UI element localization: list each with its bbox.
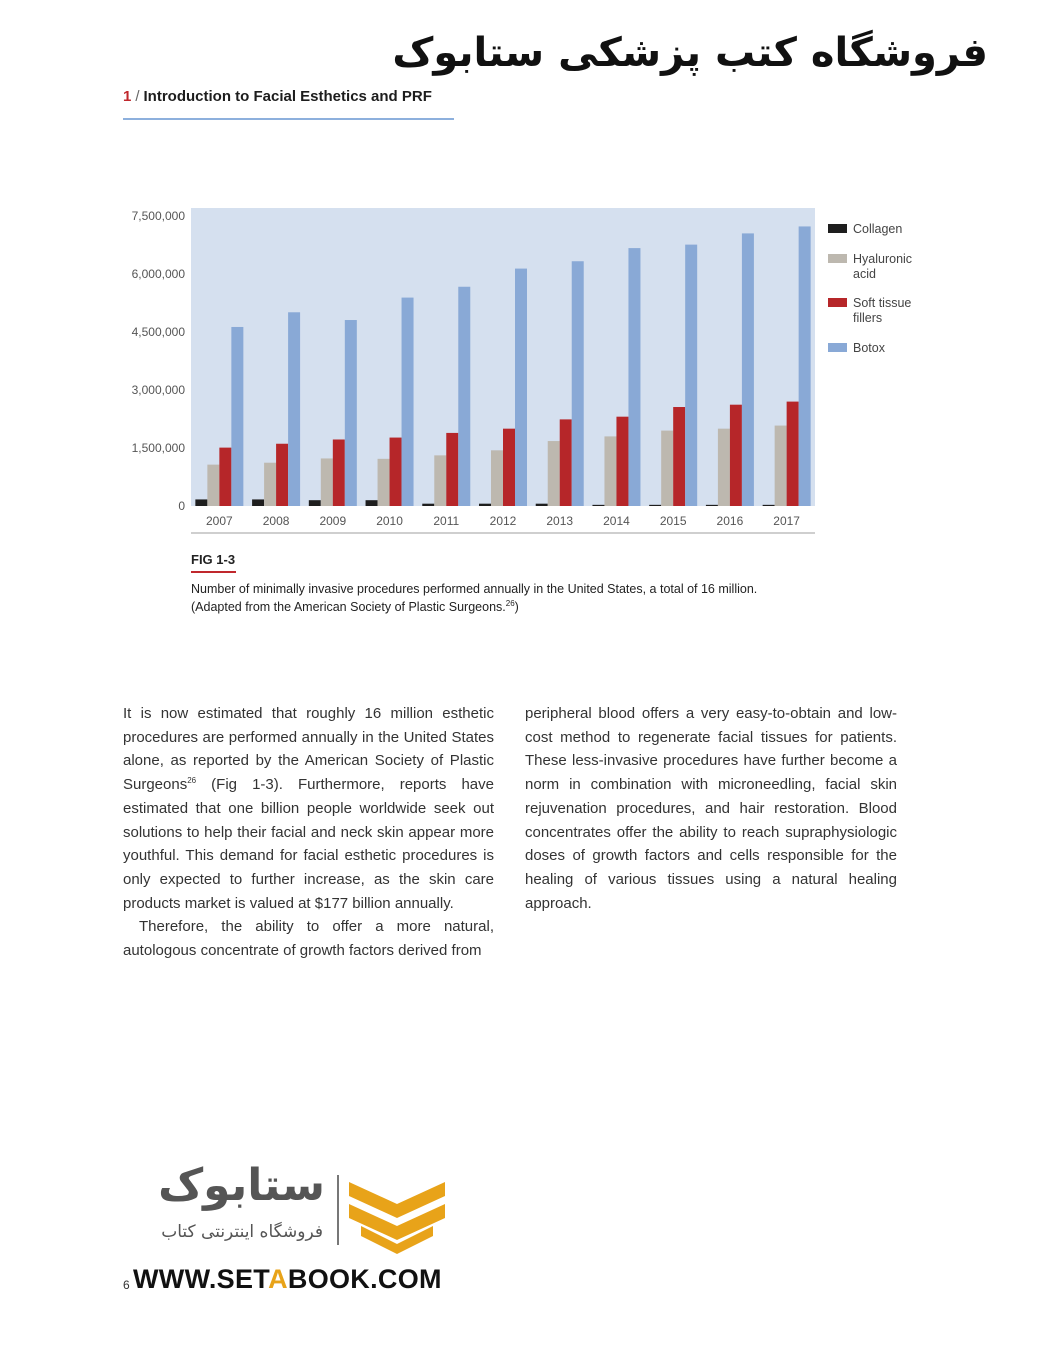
book-chevron-icon xyxy=(347,1170,447,1255)
x-tick-label: 2015 xyxy=(659,514,687,528)
url-highlight: A xyxy=(268,1264,288,1294)
bar-hyaluronic-acid-2008 xyxy=(264,463,276,506)
bar-collagen-2017 xyxy=(763,505,775,506)
page-number: 6 xyxy=(123,1278,130,1292)
bar-botox-2016 xyxy=(742,233,754,506)
bar-botox-2014 xyxy=(628,248,640,506)
body-text: (Fig 1-3). Furthermore, reports have estimated that one billion people worldwide seek out solutions to help their facial and neck skin appear more youthful. This demand for facial esthetic procedures is only expected to further increase, as the skin care products market is valued at $177 billion annually. xyxy=(123,776,494,912)
legend-label: Soft tissue xyxy=(853,296,912,310)
caption-line-2 xyxy=(191,598,851,616)
legend-swatch xyxy=(828,254,847,263)
website-url xyxy=(133,1264,442,1295)
logo-divider xyxy=(337,1175,339,1245)
bar-hyaluronic-acid-2017 xyxy=(775,426,787,506)
x-tick-label: 2008 xyxy=(262,514,290,528)
setabook-logo xyxy=(115,1160,455,1260)
legend xyxy=(828,222,912,355)
legend-label: Botox xyxy=(853,341,885,355)
y-tick-labels xyxy=(132,209,186,513)
bar-collagen-2016 xyxy=(706,505,718,506)
bar-soft-tissue-fillers-2009 xyxy=(333,439,345,506)
bar-hyaluronic-acid-2015 xyxy=(661,431,673,506)
y-tick-label: 6,000,000 xyxy=(131,267,185,281)
caption-reference: 26 xyxy=(505,598,515,608)
bar-soft-tissue-fillers-2017 xyxy=(787,402,799,506)
bar-hyaluronic-acid-2011 xyxy=(434,455,446,506)
url-part: WWW.SET xyxy=(133,1264,269,1294)
bar-botox-2011 xyxy=(458,287,470,506)
bar-hyaluronic-acid-2009 xyxy=(321,458,333,506)
legend-label: fillers xyxy=(853,311,883,325)
bar-soft-tissue-fillers-2011 xyxy=(446,433,458,506)
bar-collagen-2013 xyxy=(536,504,548,506)
x-tick-labels xyxy=(206,514,800,528)
bar-soft-tissue-fillers-2007 xyxy=(219,448,231,506)
legend-label: Collagen xyxy=(853,222,903,236)
figure-caption xyxy=(191,580,851,616)
bar-hyaluronic-acid-2010 xyxy=(378,459,390,506)
bar-botox-2015 xyxy=(685,245,697,506)
legend-label: Hyaluronic xyxy=(853,252,913,266)
bar-botox-2009 xyxy=(345,320,357,506)
url-part: BOOK.COM xyxy=(287,1264,442,1294)
legend-swatch xyxy=(828,224,847,233)
bar-soft-tissue-fillers-2010 xyxy=(390,438,402,506)
body-paragraph-3: peripheral blood offers a very easy-to-obtain and low-cost method to regenerate facial tissues for patients. These less-invasive procedures have further become a norm in combination with microneedling, facial skin rejuvenation procedures, and hair restoration. Blood concentrates offer the ability to reach supraphysiologic doses of growth factors and cells responsible for the healing of various tissues using a natural healing approach. xyxy=(525,705,897,912)
figure-label-rule xyxy=(191,571,236,573)
bar-soft-tissue-fillers-2008 xyxy=(276,444,288,506)
bar-soft-tissue-fillers-2016 xyxy=(730,405,742,506)
x-tick-label: 2014 xyxy=(603,514,630,528)
logo-tagline: فروشگاه اینترنتی کتاب xyxy=(161,1222,323,1242)
x-tick-label: 2017 xyxy=(773,514,800,528)
y-tick-label: 1,500,000 xyxy=(131,441,185,455)
body-column-left xyxy=(123,702,494,963)
bar-hyaluronic-acid-2014 xyxy=(604,436,616,506)
bar-hyaluronic-acid-2016 xyxy=(718,429,730,506)
bar-soft-tissue-fillers-2013 xyxy=(560,419,572,506)
bar-collagen-2011 xyxy=(422,504,434,506)
bar-hyaluronic-acid-2007 xyxy=(207,465,219,506)
bar-collagen-2012 xyxy=(479,504,491,506)
bar-botox-2008 xyxy=(288,312,300,506)
caption-line-1: Number of minimally invasive procedures performed annually in the United States, a total of 16 million. xyxy=(191,582,758,596)
bar-collagen-2010 xyxy=(366,500,378,506)
bar-botox-2007 xyxy=(231,327,243,506)
y-tick-label: 3,000,000 xyxy=(131,383,185,397)
bar-collagen-2007 xyxy=(195,499,207,506)
body-reference: 26 xyxy=(187,776,197,786)
legend-swatch xyxy=(828,298,847,307)
bar-botox-2010 xyxy=(402,298,414,506)
watermark-title: فروشگاه کتب پزشکی ستابوک xyxy=(392,30,988,76)
bar-botox-2012 xyxy=(515,269,527,506)
x-tick-label: 2013 xyxy=(546,514,574,528)
body-column-right xyxy=(525,702,897,915)
x-tick-label: 2011 xyxy=(433,514,460,528)
body-text: It is now estimated that roughly 16 million esthetic procedures are performed annually in the United States alone, as reported by the American Society of Plastic Surgeons xyxy=(123,705,494,794)
body-paragraph-2: Therefore, the ability to offer a more natural, autologous concentrate of growth factors derived from xyxy=(123,918,494,960)
bar-botox-2013 xyxy=(572,261,584,506)
caption-close: ) xyxy=(514,600,519,614)
bar-collagen-2008 xyxy=(252,499,264,506)
bar-collagen-2014 xyxy=(592,505,604,506)
caption-source: (Adapted from the American Society of Plastic Surgeons. xyxy=(191,600,506,614)
running-head-separator: / xyxy=(135,88,140,105)
y-tick-label: 0 xyxy=(178,499,185,513)
bar-soft-tissue-fillers-2015 xyxy=(673,407,685,506)
bar-hyaluronic-acid-2012 xyxy=(491,450,503,506)
legend-swatch xyxy=(828,343,847,352)
bar-soft-tissue-fillers-2012 xyxy=(503,429,515,506)
legend-label: acid xyxy=(853,267,876,281)
x-tick-label: 2007 xyxy=(206,514,233,528)
body-paragraph-1 xyxy=(123,702,494,915)
y-tick-label: 7,500,000 xyxy=(131,209,185,223)
y-tick-label: 4,500,000 xyxy=(131,325,185,339)
bar-chart xyxy=(0,0,1052,545)
figure-label: FIG 1-3 xyxy=(191,552,236,567)
x-tick-label: 2016 xyxy=(716,514,744,528)
bar-botox-2017 xyxy=(799,226,811,506)
x-tick-label: 2009 xyxy=(319,514,347,528)
x-tick-label: 2010 xyxy=(376,514,403,528)
bar-hyaluronic-acid-2013 xyxy=(548,441,560,506)
x-tick-label: 2012 xyxy=(489,514,517,528)
bar-collagen-2009 xyxy=(309,500,321,506)
chapter-title: Introduction to Facial Esthetics and PRF xyxy=(143,88,432,105)
logo-wordmark: ستابوک xyxy=(158,1160,325,1211)
bar-soft-tissue-fillers-2014 xyxy=(616,417,628,506)
chapter-number: 1 xyxy=(123,88,132,105)
bar-collagen-2015 xyxy=(649,505,661,506)
